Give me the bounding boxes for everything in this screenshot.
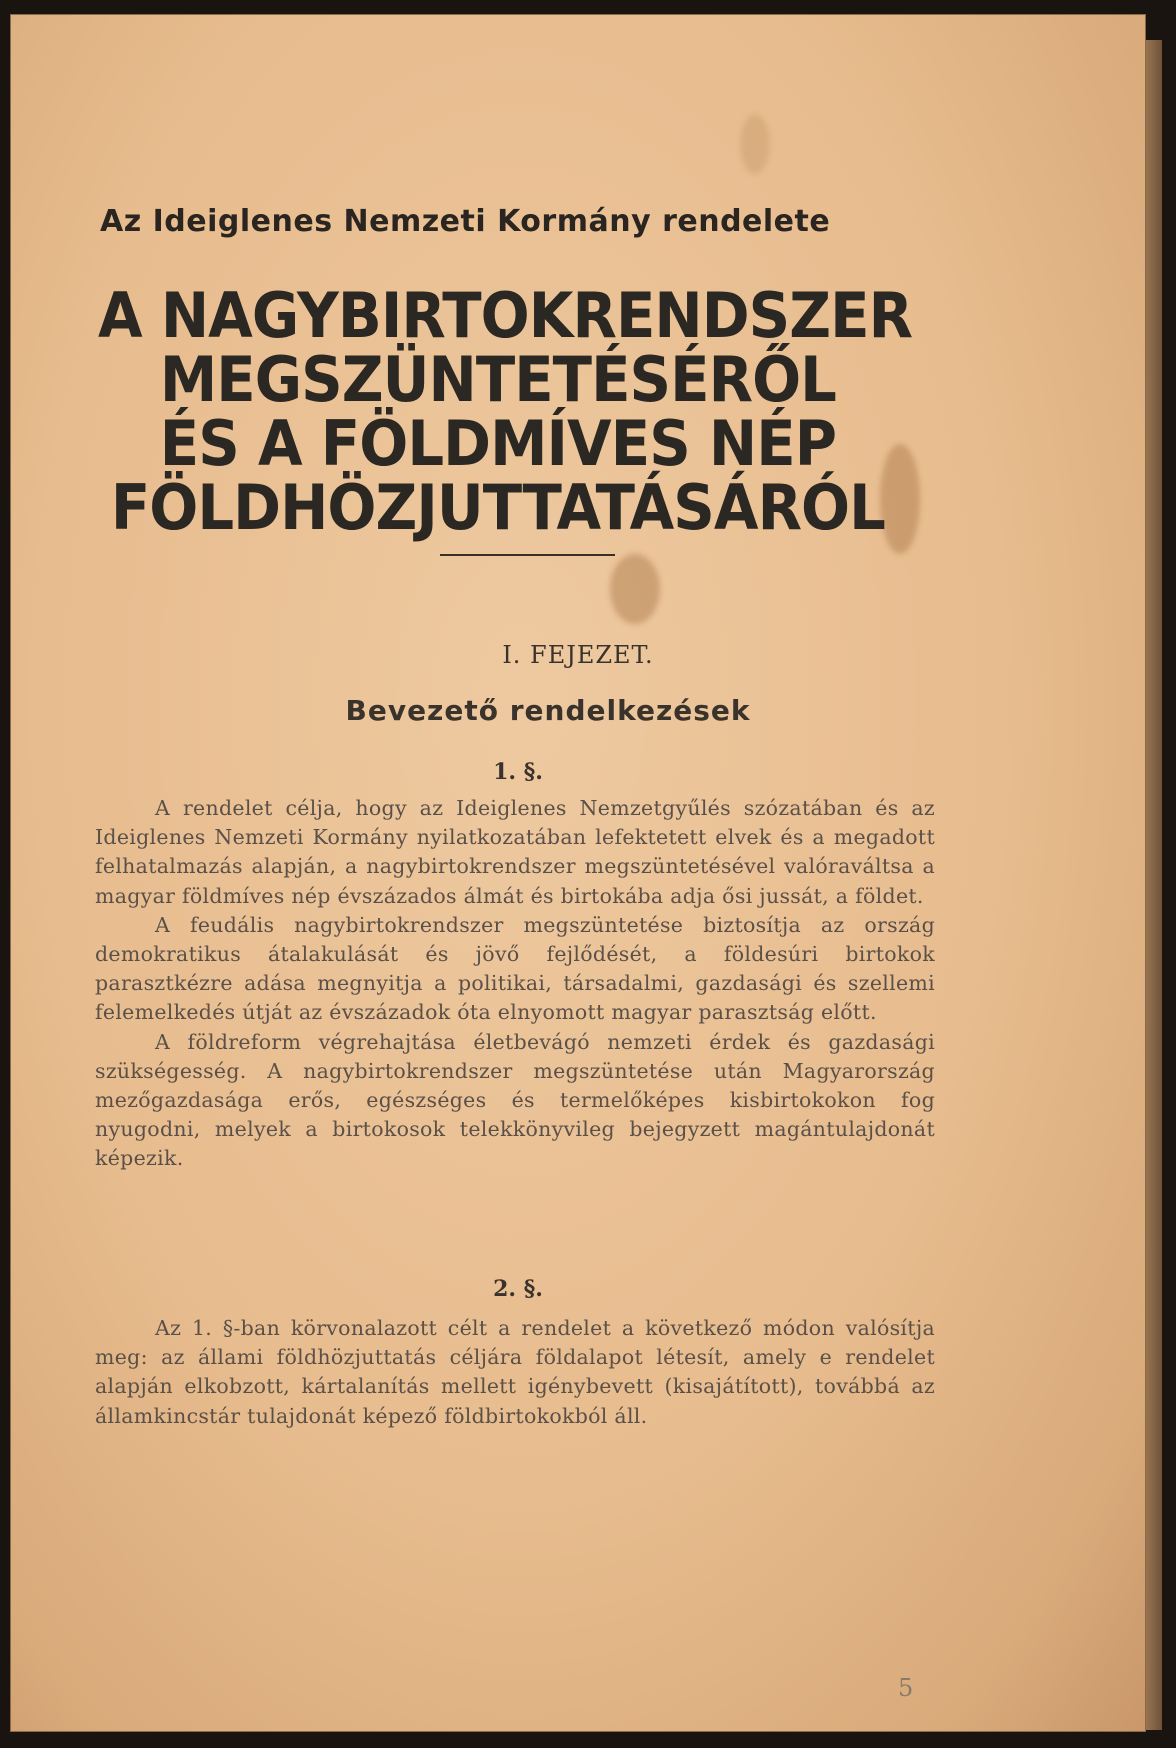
decree-line: Az Ideiglenes Nemzeti Kormány rendelete <box>100 204 831 239</box>
section-number: 1. §. <box>493 759 543 785</box>
section-1-body <box>95 794 935 1174</box>
paragraph: A földreform végrehajtása életbevágó nemzeti érdek és gazdasági szükségesség. A nagybirtokrendszer megszüntetése után Magyarország mezőgazdasága erős, egészséges és termelőképes kisbirtokokon fog nyugodni, melyek a birtokosok telekkönyvileg bejegyzett magántulajdonát képezik. <box>95 1029 935 1171</box>
stain <box>740 114 770 174</box>
section-number: 2. §. <box>493 1276 543 1302</box>
main-title <box>98 279 913 544</box>
title-line: MEGSZÜNTETÉSÉRŐL <box>159 343 836 416</box>
stain <box>610 554 660 624</box>
title-divider <box>440 554 615 556</box>
paragraph: A feudális nagybirtokrendszer megszüntetése biztosítja az ország demokratikus átalakulását és jövő fejlődését, a földesúri birtokok parasztkézre adása megnyitja a politikai, társadalmi, gazdasági és szellemi felemelkedés útját az évszázadok óta elnyomott magyar parasztság előtt. <box>95 912 935 1025</box>
title-line: ÉS A FÖLDMÍVES NÉP <box>159 407 837 480</box>
document-page <box>10 14 1146 1732</box>
title-line: A NAGYBIRTOKRENDSZER <box>98 279 913 352</box>
chapter-number: I. FEJEZET. <box>502 641 654 669</box>
chapter-title: Bevezető rendelkezések <box>345 694 751 727</box>
section-2-body <box>95 1314 935 1431</box>
paragraph: A rendelet célja, hogy az Ideiglenes Nemzetgyűlés szózatában és az Ideiglenes Nemzeti Kormány nyilatkozatában lefektetett elvek és a megadott felhatalmazás alapján, a nagybirtokrendszer megszüntetésével valóraváltsa a magyar földmíves nép évszázados álmát és birtokába adja ősi jussát, a földet. <box>95 796 935 908</box>
title-line: FÖLDHÖZJUTTATÁSÁRÓL <box>110 471 885 544</box>
paragraph: Az 1. §-ban körvonalazott célt a rendelet a következő módon valósítja meg: az állami földhözjuttatás céljára földalapot létesít, amely e rendelet alapján elkobzott, kártalanítás mellett igénybevett (kisajátított), továbbá az államkincstár tulajdonát képező földbirtokokból áll. <box>95 1316 935 1428</box>
page-mark: 5 <box>898 1674 914 1702</box>
